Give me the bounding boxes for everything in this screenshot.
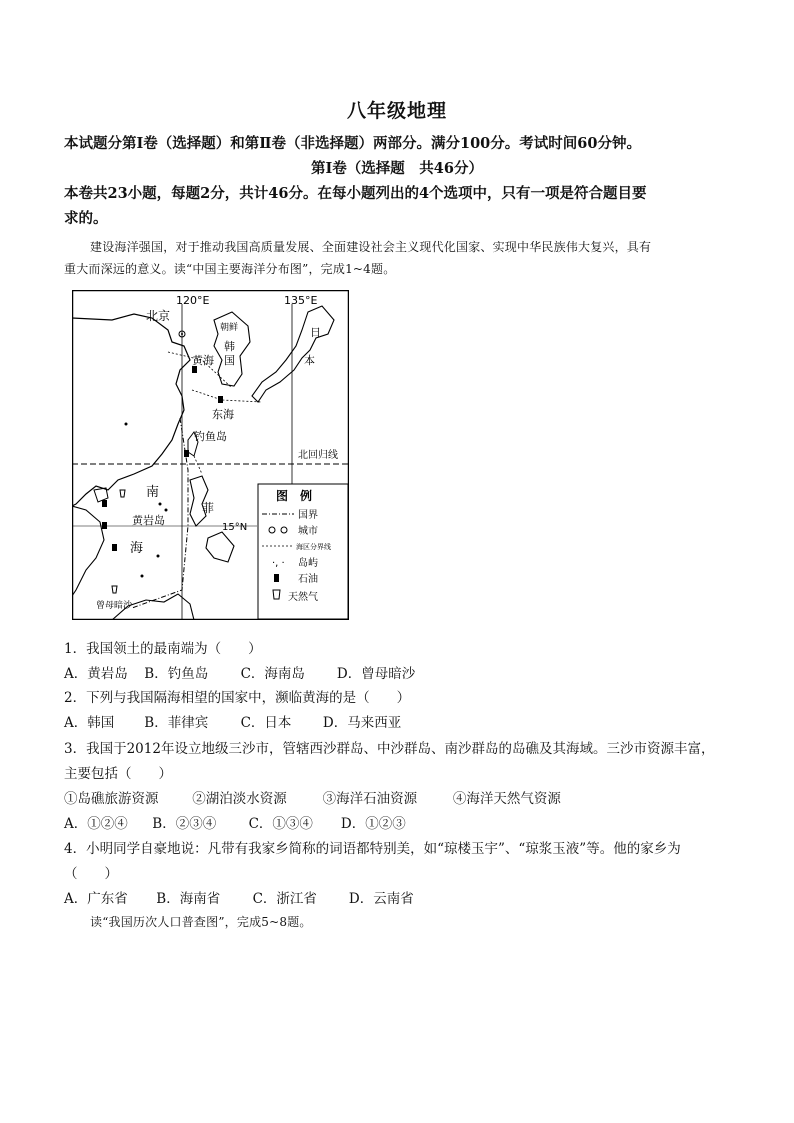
section-desc-line2: 求的。 bbox=[64, 210, 108, 227]
donghai-label: 东海 bbox=[212, 408, 234, 421]
question-4-stem-line1: 4．小明同学自豪地说：凡带有我家乡简称的词语都特别美，如“琼楼玉宇”、“琼浆玉液”等。他的家乡为 bbox=[64, 841, 681, 857]
passage2: 读“我国历次人口普查图”，完成5~8题。 bbox=[90, 915, 312, 929]
diaoyudao-label: 钓鱼岛 bbox=[194, 430, 227, 443]
q3-item-4: ④海洋天然气资源 bbox=[452, 791, 561, 807]
oil-icon bbox=[218, 396, 223, 403]
q4-option-b[interactable]: B．海南省 bbox=[156, 891, 221, 907]
exam-intro: 本试题分第Ⅰ卷（选择题）和第Ⅱ卷（非选择题）两部分。满分100分。考试时间60分钟。 bbox=[64, 135, 641, 152]
q1-option-a[interactable]: A．黄岩岛 bbox=[64, 666, 128, 682]
city-icon bbox=[181, 333, 183, 335]
q1-option-d[interactable]: D．曾母暗沙 bbox=[336, 666, 416, 682]
han-label: 韩 bbox=[224, 340, 235, 353]
legend-border-label: 国界 bbox=[298, 510, 318, 521]
q4-option-d[interactable]: D．云南省 bbox=[348, 891, 414, 907]
fei-label: 菲 bbox=[202, 501, 215, 515]
legend-title: 图 例 bbox=[276, 489, 313, 503]
question-1-options bbox=[64, 662, 415, 682]
nan-label: 南 bbox=[146, 485, 160, 500]
island-icon bbox=[157, 555, 160, 558]
q2-option-a[interactable]: A．韩国 bbox=[64, 715, 115, 731]
tropic-label: 北回归线 bbox=[298, 450, 338, 461]
question-4-options bbox=[64, 887, 414, 907]
island-icon bbox=[125, 423, 128, 426]
question-1-stem: 1．我国领土的最南端为（ ） bbox=[64, 641, 262, 657]
guo-label: 国 bbox=[224, 354, 235, 367]
q3-option-d[interactable]: D．①②③ bbox=[340, 816, 406, 832]
ben-label: 本 bbox=[304, 354, 315, 367]
legend-gas-label: 天然气 bbox=[288, 592, 318, 603]
lon-135-label: 135°E bbox=[284, 294, 318, 307]
passage1-line1: 建设海洋强国，对于推动我国高质量发展、全面建设社会主义现代化国家、实现中华民族伟大复兴，具有 bbox=[90, 240, 652, 254]
page-title: 八年级地理 bbox=[346, 100, 447, 122]
island-icon bbox=[141, 575, 144, 578]
oil-icon bbox=[192, 366, 197, 373]
question-3-stem-line2: 主要包括（ ） bbox=[64, 766, 172, 782]
huangyandao-label: 黄岩岛 bbox=[132, 514, 165, 527]
island-icon bbox=[165, 509, 168, 512]
legend-oil-icon bbox=[274, 574, 279, 582]
oil-icon bbox=[184, 450, 189, 457]
q2-option-d[interactable]: D．马来西亚 bbox=[322, 715, 402, 731]
lon-120-label: 120°E bbox=[176, 294, 210, 307]
q3-option-a[interactable]: A．①②④ bbox=[64, 816, 128, 832]
section-desc-line1: 本卷共23小题，每题2分，共计46分。在每小题列出的4个选项中，只有一项是符合题目要 bbox=[64, 185, 647, 202]
map-svg bbox=[72, 290, 349, 620]
q3-item-1: ①岛礁旅游资源 bbox=[64, 791, 159, 807]
q2-option-b[interactable]: B．菲律宾 bbox=[144, 715, 209, 731]
section-title: 第Ⅰ卷（选择题 共46分） bbox=[311, 160, 483, 177]
oil-icon bbox=[102, 522, 107, 529]
q4-option-c[interactable]: C．浙江省 bbox=[252, 891, 317, 907]
island-icon bbox=[159, 503, 162, 506]
china-sea-map bbox=[72, 290, 349, 620]
passage1-line2: 重大而深远的意义。读“中国主要海洋分布图”，完成1~4题。 bbox=[64, 262, 396, 276]
legend-city-label: 城市 bbox=[298, 526, 318, 537]
question-3-options bbox=[64, 812, 406, 832]
zengmu-label: 曾母暗沙 bbox=[96, 601, 133, 611]
q1-option-c[interactable]: C．海南岛 bbox=[240, 666, 305, 682]
q3-item-2: ②湖泊淡水资源 bbox=[192, 791, 287, 807]
beijing-label: 北京 bbox=[146, 309, 171, 323]
q1-option-b[interactable]: B．钓鱼岛 bbox=[144, 666, 209, 682]
question-2-stem: 2．下列与我国隔海相望的国家中，濒临黄海的是（ ） bbox=[64, 690, 411, 706]
ri-label: 日 bbox=[310, 326, 321, 339]
question-3-stem-line1: 3．我国于2012年设立地级三沙市，管辖西沙群岛、中沙群岛、南沙群岛的岛礁及其海域。三沙市资源丰富， bbox=[64, 741, 715, 757]
lat-15n-label: 15°N bbox=[222, 522, 248, 533]
legend-island-symbol: ·, · bbox=[272, 558, 285, 569]
q4-option-a[interactable]: A．广东省 bbox=[64, 891, 128, 907]
huanghai-label: 黄海 bbox=[192, 354, 214, 367]
hai-label: 海 bbox=[130, 541, 144, 556]
question-2-options bbox=[64, 711, 401, 731]
chaoxian-label: 朝鲜 bbox=[220, 323, 239, 333]
q3-item-3: ③海洋石油资源 bbox=[322, 791, 418, 807]
question-4-stem-line2: （ ） bbox=[64, 866, 118, 882]
legend-island-label: 岛屿 bbox=[298, 558, 318, 569]
q3-option-b[interactable]: B．②③④ bbox=[152, 816, 217, 832]
question-3-items bbox=[64, 787, 561, 807]
q2-option-c[interactable]: C．日本 bbox=[240, 715, 292, 731]
legend-oil-label: 石油 bbox=[298, 574, 318, 585]
oil-icon bbox=[112, 544, 117, 551]
oil-icon bbox=[102, 500, 107, 507]
q3-option-c[interactable]: C．①③④ bbox=[248, 816, 313, 832]
legend-sea-boundary-label: 海区分界线 bbox=[296, 543, 331, 551]
